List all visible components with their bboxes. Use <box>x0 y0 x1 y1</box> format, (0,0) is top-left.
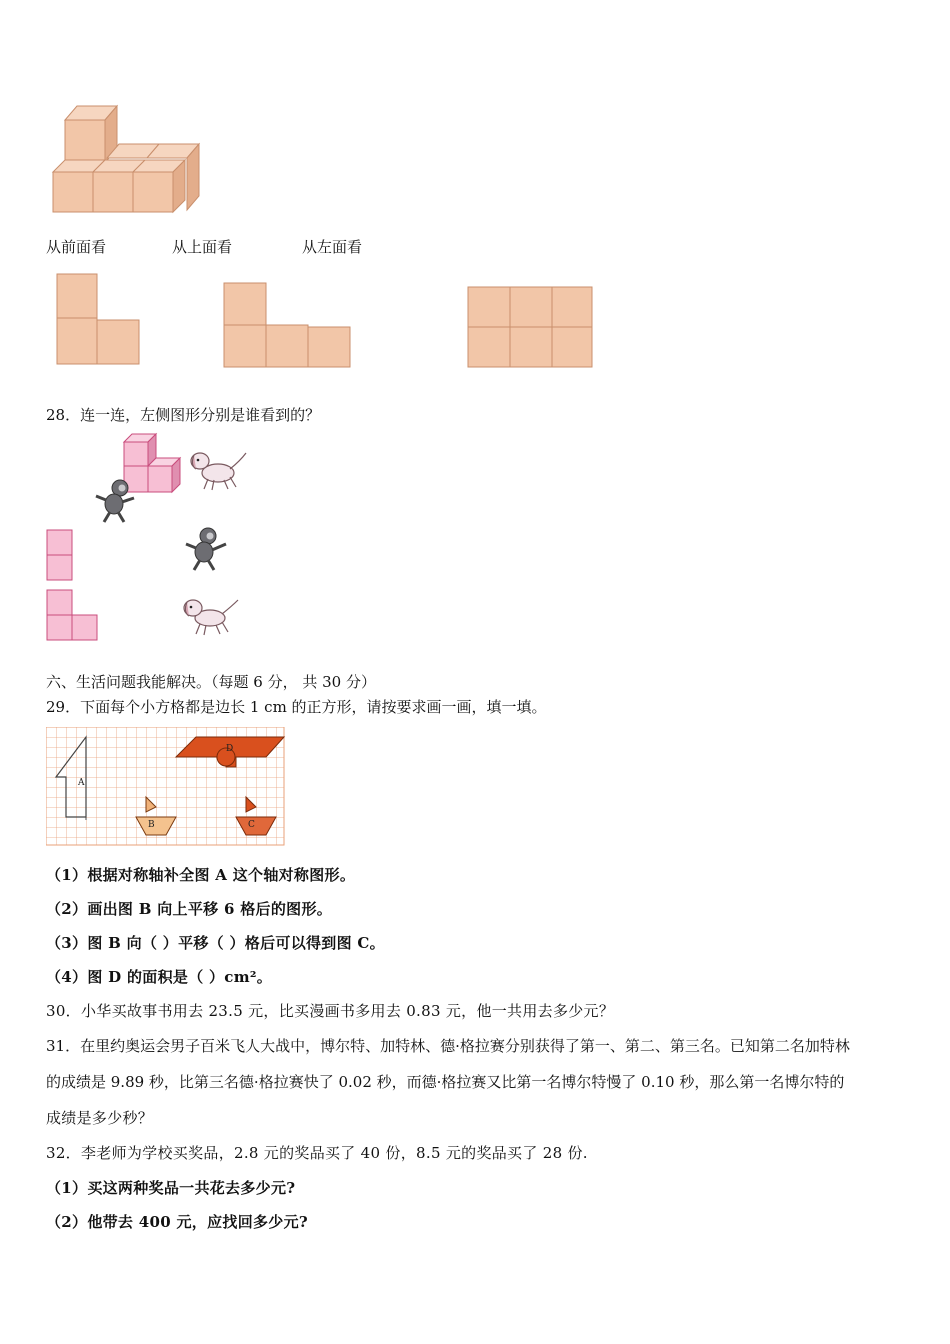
l-shape-three-squares <box>45 588 101 642</box>
left-view-shape <box>466 285 596 371</box>
question-29: 29．下面每个小方格都是边长 1 cm 的正方形，请按要求画一画，填一填。 <box>46 698 547 716</box>
question-32: 32．李老师为学校买奖品，2.8 元的奖品买了 40 份，8.5 元的奖品买了 28 份. <box>46 1144 588 1162</box>
question-31-line-1: 31．在里约奥运会男子百米飞人大战中，博尔特、加特林、德·格拉赛分别获得了第一、第二、第三名。已知第二名加特林 <box>46 1037 850 1055</box>
q29-part-2: （2）画出图 B 向上平移 6 格后的图形。 <box>46 900 333 918</box>
label-d: D <box>226 744 234 754</box>
q29-part-3: （3）图 B 向（ ）平移（ ）格后可以得到图 C。 <box>46 934 385 952</box>
section-6-heading: 六、生活问题我能解决。（每题 6 分， 共 30 分） <box>46 673 376 691</box>
q29-part-4: （4）图 D 的面积是（ ）cm²。 <box>46 968 273 986</box>
q32-part-1: （1）买这两种奖品一共花去多少元? <box>46 1179 296 1197</box>
question-31-line-2: 的成绩是 9.89 秒，比第三名德·格拉赛快了 0.02 秒，而德·格拉赛又比第一名博尔特慢了 0.10 秒，那么第一名博尔特的 <box>46 1073 845 1091</box>
q32-part-2: （2）他带去 400 元，应找回多少元? <box>46 1213 308 1231</box>
grid-figure <box>46 727 286 847</box>
label-c: C <box>248 820 255 830</box>
top-view-shape <box>222 281 354 371</box>
dog-icon <box>180 596 242 638</box>
question-30: 30．小华买故事书用去 23.5 元，比买漫画书多用去 0.83 元，他一共用去多少元？ <box>46 1002 615 1020</box>
front-view-shape <box>55 272 145 368</box>
label-b: B <box>148 820 155 830</box>
question-31-line-3: 成绩是多少秒？ <box>46 1109 154 1127</box>
cube-stack-figure <box>45 100 215 218</box>
question-28: 28．连一连，左侧图形分别是谁看到的？ <box>46 406 321 424</box>
top-view-label: 从上面看 <box>172 238 233 256</box>
label-a: A <box>78 778 85 788</box>
monkey-icon <box>92 478 140 524</box>
front-view-label: 从前面看 <box>46 238 107 256</box>
two-square-column-shape <box>45 528 75 582</box>
dog-icon <box>186 447 250 493</box>
q29-part-1: （1）根据对称轴补全图 A 这个轴对称图形。 <box>46 866 356 884</box>
monkey-icon <box>182 526 230 572</box>
left-view-label: 从左面看 <box>302 238 363 256</box>
